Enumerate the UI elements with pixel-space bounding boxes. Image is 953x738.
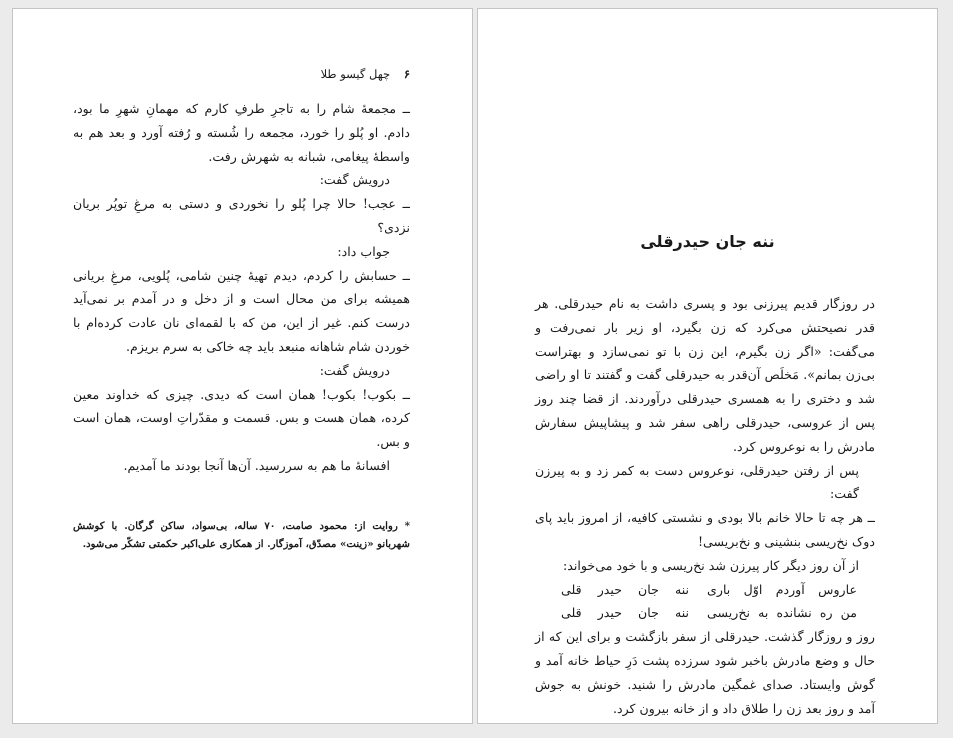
verse-hemistich: عاروس آوردم اوّل باری	[707, 581, 857, 597]
footnote	[73, 517, 410, 553]
paragraph: ــ بکوب! بکوب! همان است که دیدی. چیزی که خداوند معین کرده، همان هست و بس. قسمت و مقدّراتِ اوست، همان است و بس.	[73, 386, 410, 450]
paragraph: جواب داد:	[337, 243, 390, 259]
verse-line	[535, 578, 875, 602]
paragraph: ــ حسابش را کردم، دیدم تهیهٔ چنین شامی، پُلویی، مرغِ بریانی همیشه برای من محال است و از دخل و در آمدم بر نمی‌آید درست کنم. غیر از این، من که با لقمه‌ای نان عادت کرده‌ام با خوردن شام شاهانه منبعد باید چه خاکی به سرم بریزم.	[73, 267, 410, 354]
story-title: ننه جان حیدرقلی	[640, 232, 775, 251]
paragraph: در روزگار قدیم پیرزنی بود و پسری داشت به نام حیدرقلی. هر قدر نصیحتش می‌کرد که زن بگیرد، او زیر بار نمی‌رفت و می‌گفت: «اگر زن بگیرم، این زن با تو نمی‌سازد و بهتراست بی‌زن بمانم». مَخلَص آن‌قدر به حیدرقلی گفت و گفتند تا او راضی شد و دختری را به همسری حیدرقلی درآوردند. از قضا چند روز پس از عروسی، حیدرقلی راهی سفر شد و پیشاپیش سفارش مادرش را به نوعروس کرد.	[535, 296, 875, 454]
paragraph: افسانهٔ ما هم به سررسید. آن‌ها آنجا بودند ما آمدیم.	[123, 457, 390, 473]
paragraph: درویش گفت:	[319, 172, 390, 188]
verse-line	[535, 601, 875, 625]
left-page	[12, 8, 473, 724]
paragraph: روز و روزگار گذشت. حیدرقلی از سفر بازگشت و برای این که از حال و وضع مادرش باخبر شود سرزده پشت دَرِ حیاط خانه آمد و گوش وایستاد. صدای غمگین مادرش را شنید. خونش به جوش آمد و روز بعد زن را طلاق داد و از خانه بیرون کرد.	[535, 629, 875, 716]
paragraph: درویش گفت:	[319, 362, 390, 378]
paragraph: پس از رفتن حیدرقلی، نوعروس دست به کمر زد و به پیرزن گفت:	[535, 462, 859, 502]
book-title: چهل گیسو طلا	[320, 67, 391, 81]
right-body-text	[535, 292, 875, 720]
paragraph: از آن روز دیگر کار پیرزن شد نخ‌ریسی و با خود می‌خواند:	[563, 557, 859, 573]
verse-hemistich: ننه جان حیدر قلی	[561, 581, 689, 597]
left-body-text	[73, 97, 410, 478]
verse-hemistich: من ره نشانده به نخ‌ریسی	[707, 605, 857, 621]
footnote-text: * روایت از: محمود صامت، ۷۰ ساله، بی‌سواد، ساکن گرگان. با کوشش شهربانو «زینت» مصدّق، آموزگار. از همکاری علی‌اکبر حکمتی تشکّر می‌شود.	[73, 520, 410, 550]
right-page	[477, 8, 938, 724]
paragraph: ــ مجمعهٔ شام را به تاجرِ طرفِ کارم که مهمانِ شهرِ ما بود، دادم. او پُلو را خورد، مجمعه را شُسته و رُفته آورد و بعد هم به واسطهٔ پیغامی، شبانه به شهرش رفت.	[73, 101, 410, 164]
page-number: ۶	[403, 67, 410, 81]
running-head	[70, 67, 410, 81]
paragraph: ــ عجب! حالا چرا پُلو را نخوردی و دستی به مرغِ توپُر بریان نزدی؟	[73, 196, 410, 235]
paragraph: ــ هر چه تا حالا خانم بالا بودی و نشستی کافیه، از امروز باید پای دوک نخ‌ریسی بنشینی و نخ‌بریسی!	[535, 510, 875, 549]
verse-hemistich: ننه جان حیدر قلی	[561, 605, 689, 621]
